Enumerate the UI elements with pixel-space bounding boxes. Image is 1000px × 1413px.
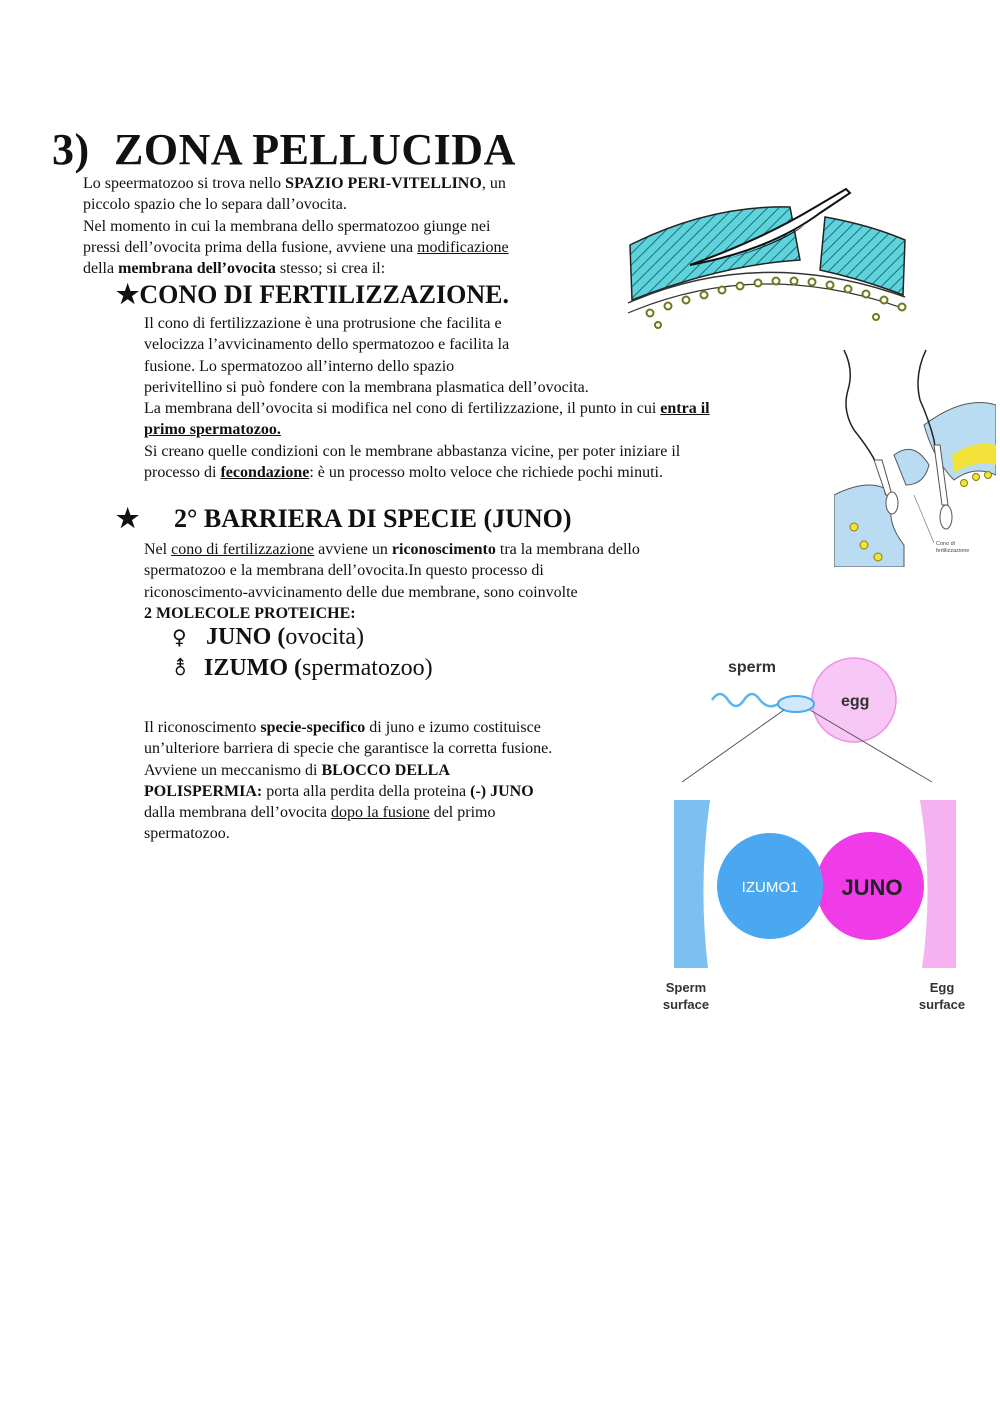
egg-membrane [920,800,956,968]
body-line: spermatozoo. [144,825,230,843]
body-line: spermatozoo e la membrana dell’ovocita.In questo processo di [144,562,544,580]
section2-body [144,539,744,624]
star-icon: ★ [116,280,140,309]
cone-label-line2: fertilizzazione [936,548,970,554]
male-symbol-icon: ⚨ [172,656,189,680]
body-text: : è un processo molto veloce che richiede pochi minuti. [309,464,663,482]
egg-surface-label-1: Egg [929,980,955,995]
body-bold: 2 MOLECOLE PROTEICHE: [144,604,356,622]
intro-bold: SPAZIO PERI-VITELLINO [285,175,482,192]
sperm-entry-figure [834,345,996,567]
body-bold: BLOCCO DELLA [321,761,450,779]
molecule-name: IZUMO ( [204,655,302,681]
fertilization-cone-figure [620,185,910,335]
body-bold: POLISPERMIA: [144,782,263,800]
body-underline: dopo la fusione [331,804,430,822]
intro-text: piccolo spazio che lo separa dall’ovocita. [83,196,347,214]
female-symbol-icon: ♀ [172,625,187,649]
star-icon: ★ [116,504,140,533]
body-bold-underline: fecondazione [220,464,310,482]
sperm-head-2 [940,505,952,529]
molecule-izumo [172,655,433,682]
body-line: velocizza l’avvicinamento dello spermatozoo e facilita la [144,336,510,354]
body-line: fusione. Lo spermatozoo all’interno dello spazio [144,357,455,375]
body-bold: specie-specifico [260,719,366,736]
juno-label: JUNO [841,875,903,900]
egg-surface-label-2: surface [918,997,966,1012]
body-line: Il cono di fertilizzazione è una protrusione che facilita e [144,315,502,332]
section-number: 3) [52,125,90,174]
body-text: porta alla perdita della proteina [262,782,471,800]
body-underline: cono di fertilizzazione [171,541,315,558]
izumo-juno-figure [650,650,980,1020]
body-line: riconoscimento-avvicinamento delle due membrane, sono coinvolte [144,583,578,601]
intro-text: della [83,260,119,278]
body-text: Il riconoscimento [144,719,261,736]
section1-title: CONO DI FERTILIZZAZIONE. [139,280,509,309]
sperm-label: sperm [728,659,777,676]
body-text: del primo [429,804,496,822]
sperm-surface-label-1: Sperm [665,980,707,995]
body-text: avviene un [314,541,392,558]
intro-text: stesso; si crea il: [275,260,386,278]
izumo1-label: IZUMO1 [741,879,799,896]
body-line: un’ulteriore barriera di specie che garantisce la corretta fusione. [144,740,553,758]
page-title [52,124,516,175]
molecule-origin: ovocita) [285,624,364,650]
sperm-tail [712,694,778,706]
intro-text: Lo speermatozoo si trova nello [83,175,286,192]
body-text: dalla membrana dell’ovocita [144,804,332,822]
intro-text: , un [481,175,506,192]
body-text: Nel [144,541,172,558]
body-text: La membrana dell’ovocita si modifica nel cono di fertilizzazione, il punto in cui [144,400,661,418]
sperm-membrane [674,800,710,968]
molecule-name: JUNO ( [206,624,286,650]
section2-heading [116,504,572,534]
body-bold: riconoscimento [391,541,496,558]
intro-text: Nel momento in cui la membrana dello spermatozoo giunge nei [83,217,491,235]
molecule-juno [172,624,364,651]
intro-paragraph [83,173,603,279]
section1-heading [116,280,509,310]
sperm-surface-label-2: surface [662,997,710,1012]
polyspermy-paragraph [144,717,624,845]
section2-title: 2° BARRIERA DI SPECIE (JUNO) [174,504,572,533]
section1-body [144,313,814,483]
egg-label: egg [841,693,870,710]
sperm-head [778,696,814,712]
intro-bold: membrana dell’ovocita [118,260,276,278]
body-text: processo di [144,464,221,482]
body-line: perivitellino si può fondere con la membrana plasmatica dell’ovocita. [144,378,589,396]
intro-text: pressi dell’ovocita prima della fusione, avviene una [83,238,418,256]
body-bold-underline: primo spermatozoo. [144,421,281,439]
body-bold: (-) JUNO [470,782,534,800]
zona-left-band [630,207,800,300]
section-title: ZONA PELLUCIDA [114,125,516,174]
body-text: di juno e izumo costituisce [365,719,541,736]
zoom-line-left [682,710,784,782]
molecule-origin: spermatozoo) [302,655,433,681]
intro-underline: modificazione [417,238,509,256]
body-text: Avviene un meccanismo di [144,761,322,779]
sperm-head-1 [886,492,898,514]
cone-label-line1: Cono di [936,541,955,547]
body-text: tra la membrana dello [495,541,640,558]
body-line: Si creano quelle condizioni con le membrane abbastanza vicine, per poter iniziare il [144,442,681,460]
body-bold-underline: entra il [660,400,710,418]
